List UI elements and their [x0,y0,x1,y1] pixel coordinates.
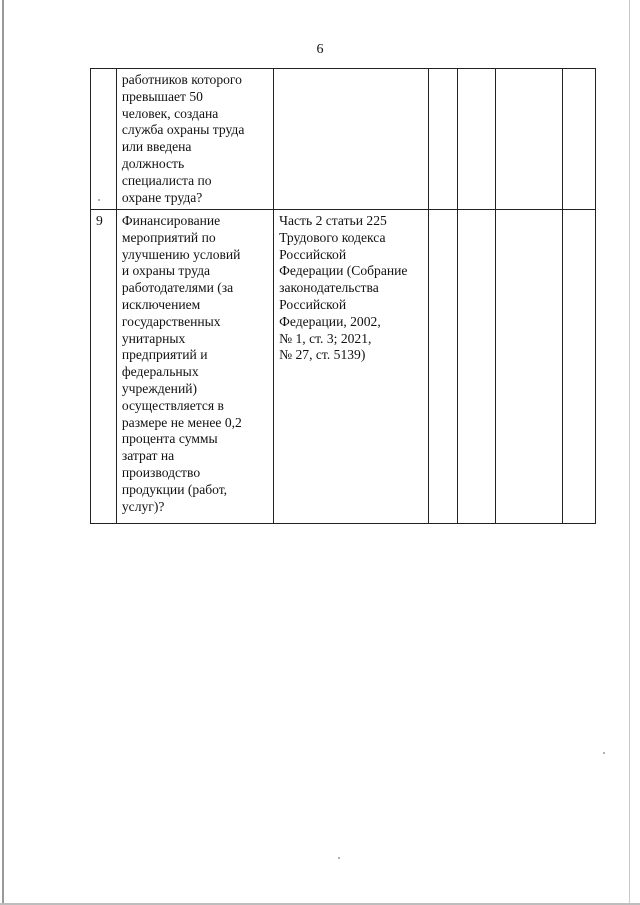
question-cell: Финансирование мероприятий по улучшению условий и охраны труда работодателями (за исключением государственных унитарных предприятий и федеральных учреждений) осуществляется в размере не менее 0,2 процента суммы затрат на производство продукции (работ, услуг)? [116,210,273,524]
scan-edge-right [629,0,630,905]
checklist-table [90,68,596,524]
notes-cell [562,69,595,210]
answer-not-applicable-cell [495,69,562,210]
row-number-cell: 9 [91,210,117,524]
page-number: 6 [316,42,324,57]
legal-reference-cell [274,69,429,210]
answer-yes-cell [429,210,458,524]
table-row [91,210,596,524]
answer-no-cell [458,69,495,210]
scan-speck [98,199,100,201]
row-number-cell [91,69,117,210]
answer-no-cell [458,210,495,524]
scan-speck [603,752,605,754]
question-cell: работников которого превышает 50 человек, создана служба охраны труда или введена должность специалиста по охране труда? [116,69,273,210]
scan-edge-left [2,0,4,905]
notes-cell [562,210,595,524]
scan-speck [338,857,340,859]
answer-not-applicable-cell [495,210,562,524]
answer-yes-cell [429,69,458,210]
table-row [91,69,596,210]
legal-reference-cell: Часть 2 статьи 225 Трудового кодекса Российской Федерации (Собрание законодательства Российской Федерации, 2002, № 1, ст. 3; 2021, № 27, ст. 5139) [274,210,429,524]
